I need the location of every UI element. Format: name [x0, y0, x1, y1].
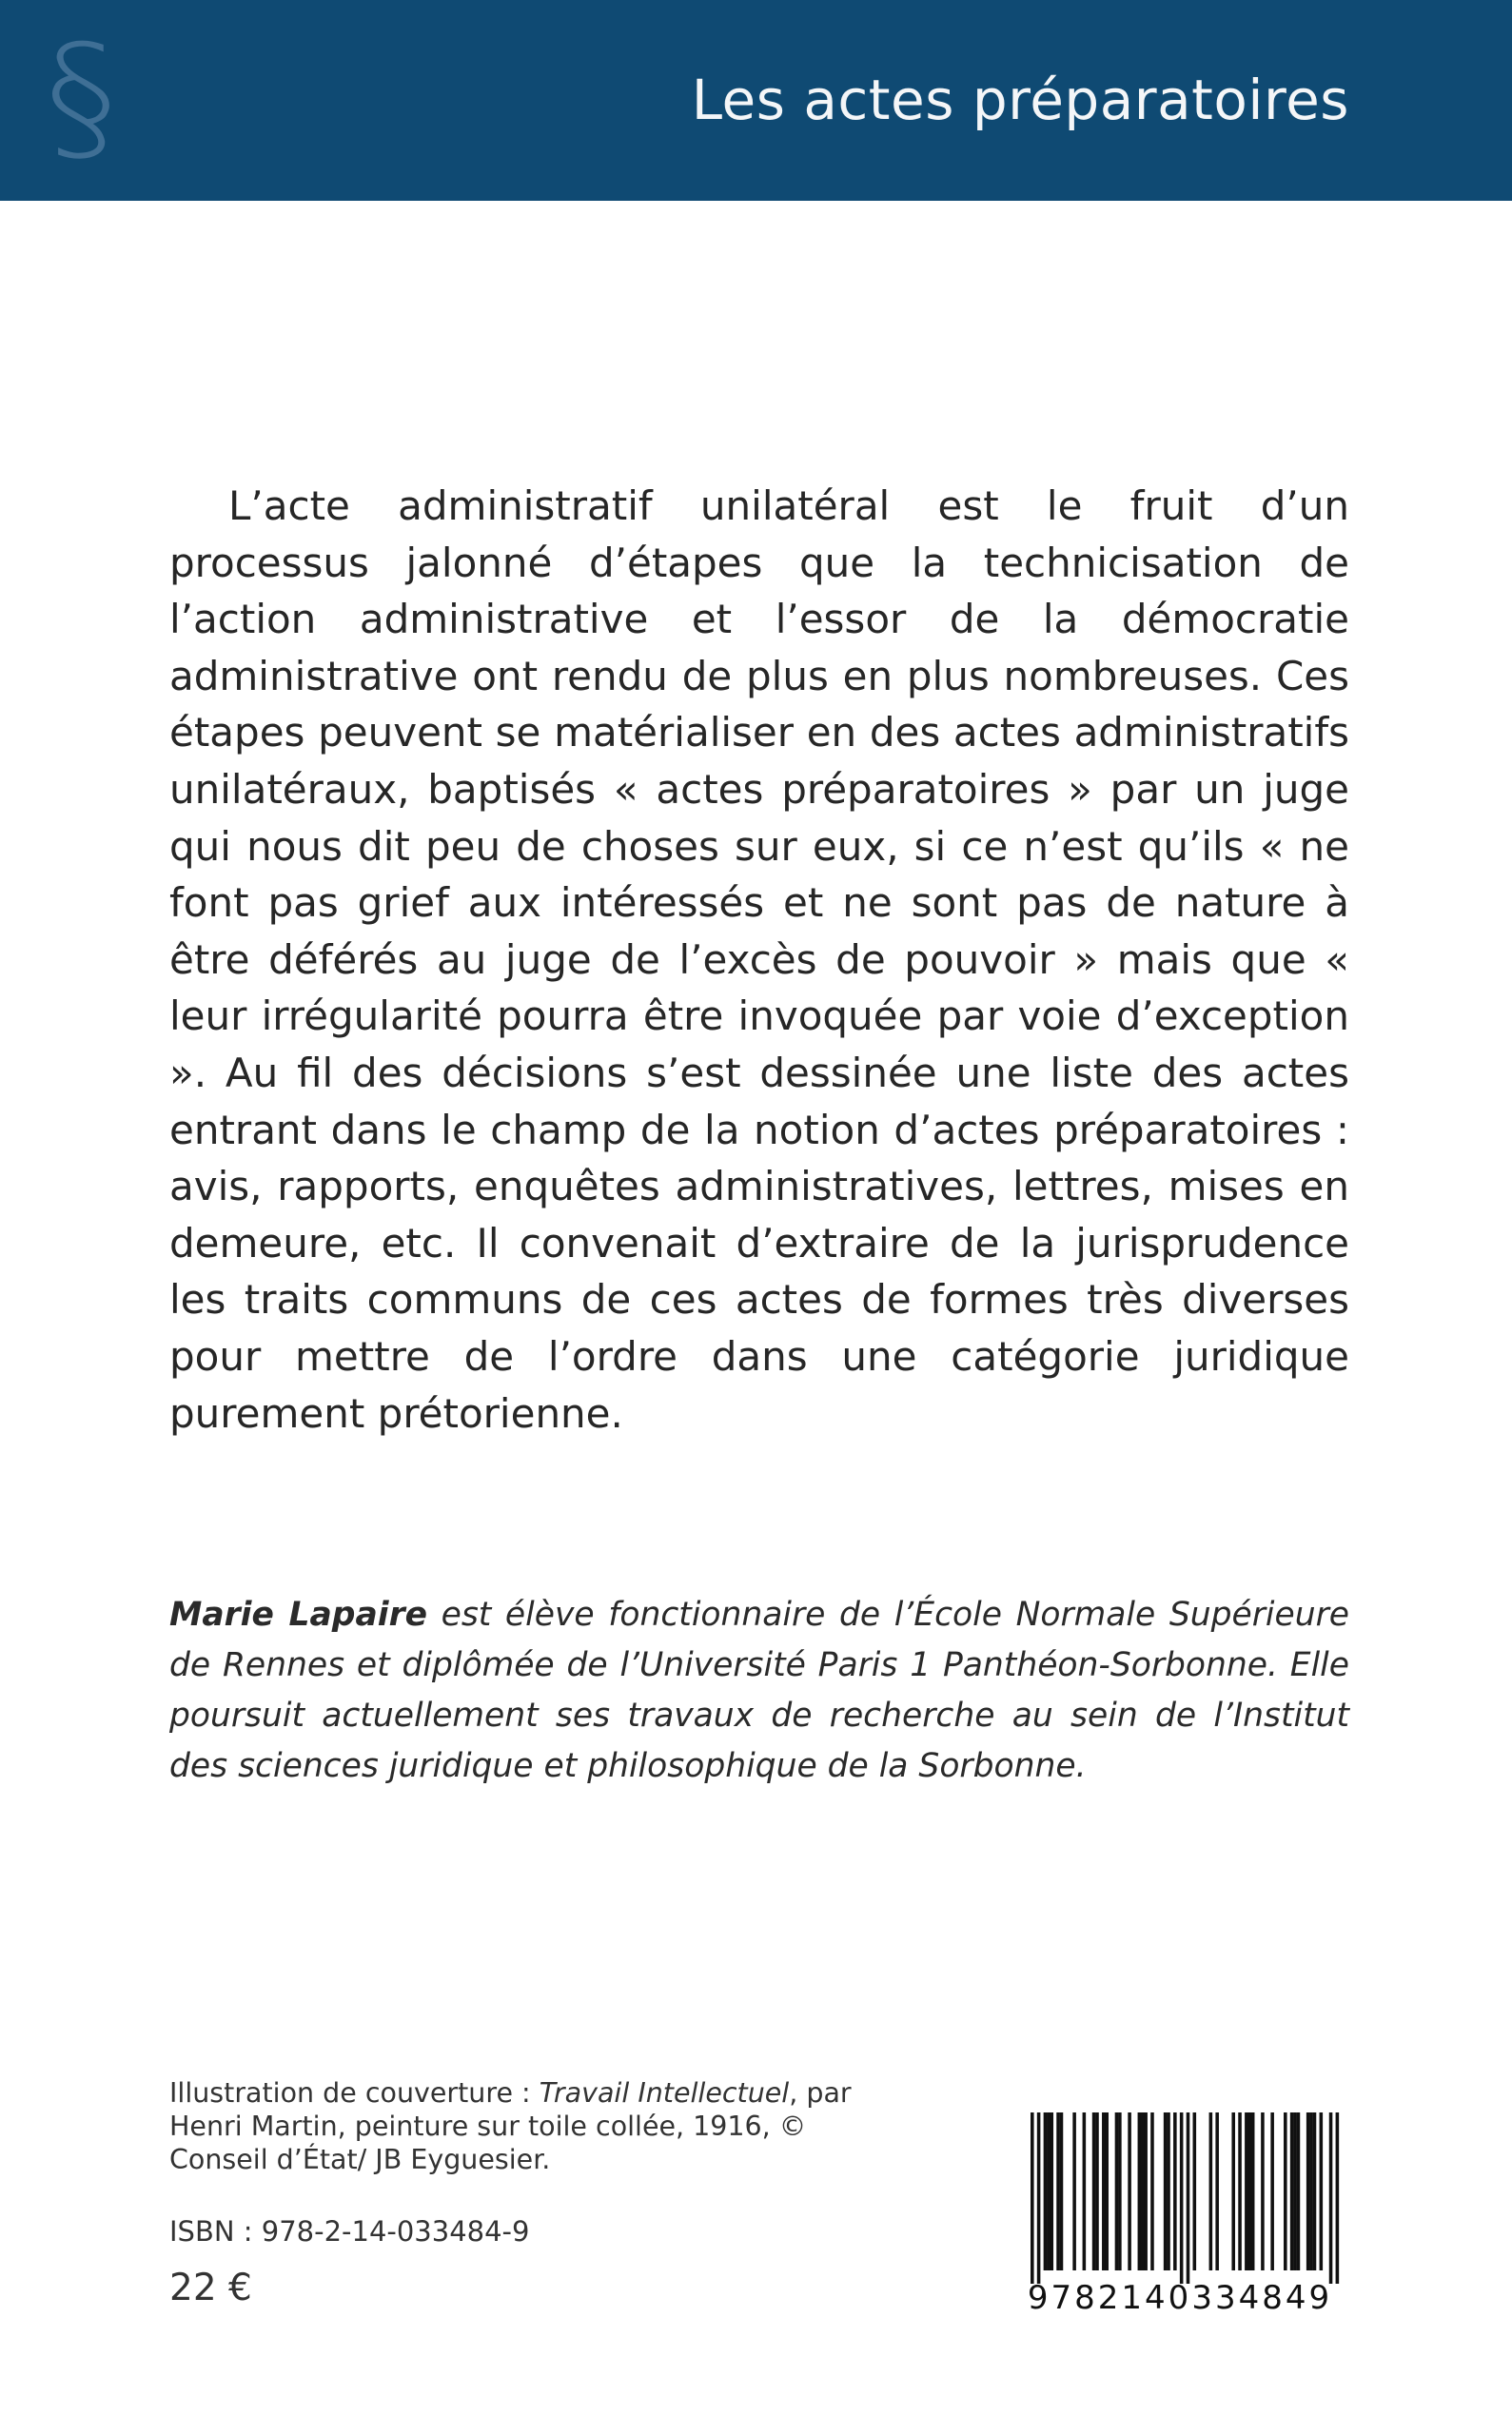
barcode-bar	[1138, 2112, 1142, 2270]
barcode-bar	[1102, 2112, 1106, 2270]
barcode-bar	[1187, 2112, 1190, 2284]
barcode-bar	[1306, 2112, 1310, 2270]
isbn: ISBN : 978-2-14-033484-9	[169, 2215, 530, 2248]
barcode-bar	[1118, 2112, 1122, 2270]
series-title: Les actes préparatoires	[691, 68, 1349, 132]
barcode-bar	[1193, 2112, 1197, 2270]
barcode-bar	[1047, 2112, 1051, 2270]
barcode-bar	[1248, 2112, 1252, 2270]
barcode	[1017, 2112, 1343, 2315]
barcode-bar	[1044, 2112, 1048, 2270]
barcode-bar	[1293, 2112, 1297, 2270]
barcode-bar	[1215, 2112, 1219, 2270]
barcode-bar	[1238, 2112, 1242, 2270]
barcode-bar	[1209, 2112, 1213, 2270]
barcode-bar	[1180, 2112, 1184, 2284]
barcode-bar	[1150, 2112, 1154, 2270]
barcode-bar	[1095, 2112, 1099, 2270]
author-bio-text: est élève fonctionnaire de l’École Normale Supérieure de Rennes et diplômée de l’Université Paris 1 Panthéon-Sorbonne. Elle poursuit actuellement ses travaux de recherche au sein de l’Institut des sciences juridique et philosophique de la Sorbonne.	[169, 1596, 1349, 1785]
barcode-bar	[1031, 2112, 1034, 2284]
price: 22 €	[169, 2267, 252, 2309]
section-symbol-icon: §	[46, 15, 117, 181]
barcode-bar	[1167, 2112, 1170, 2270]
barcode-bar	[1037, 2112, 1041, 2284]
barcode-bar	[1231, 2112, 1235, 2270]
credits-prefix: Illustration de couverture :	[169, 2077, 540, 2109]
barcode-bar	[1144, 2112, 1148, 2270]
barcode-bar	[1115, 2112, 1119, 2270]
barcode-bar	[1251, 2112, 1255, 2270]
barcode-bar	[1245, 2112, 1248, 2270]
barcode-bar	[1297, 2112, 1301, 2270]
barcode-bar	[1261, 2112, 1265, 2270]
barcode-bar	[1284, 2112, 1287, 2270]
barcode-bar	[1056, 2112, 1060, 2270]
barcode-bar	[1329, 2112, 1333, 2284]
barcode-bar	[1050, 2112, 1053, 2270]
illustration-credits	[169, 2076, 874, 2176]
barcode-bar	[1105, 2112, 1109, 2270]
author-bio	[169, 1590, 1349, 1792]
barcode-bar	[1336, 2112, 1340, 2284]
credits-work-title: Travail Intellectuel	[539, 2077, 790, 2109]
author-name: Marie Lapaire	[169, 1596, 427, 1634]
barcode-bar	[1128, 2112, 1131, 2270]
credits-suffix: , par Henri Martin, peinture sur toile collée, 1916, © Conseil d’État/ JB Eyguesier.	[169, 2077, 852, 2175]
barcode-bar	[1290, 2112, 1294, 2270]
barcode-bar	[1092, 2112, 1096, 2270]
barcode-bars	[1017, 2112, 1343, 2284]
barcode-bar	[1313, 2112, 1317, 2270]
barcode-bar	[1141, 2112, 1145, 2270]
barcode-bar	[1060, 2112, 1064, 2270]
header-band	[0, 0, 1512, 201]
barcode-bar	[1173, 2112, 1177, 2270]
back-cover-blurb: L’acte administratif unilatéral est le fruit d’un processus jalonné d’étapes que la technicisation de l’action administrative et l’essor de la démocratie administrative ont rendu de plus en plus nombreuses. Ces étapes peuvent se matérialiser en des actes administratifs unilatéraux, baptisés « actes préparatoires » par un juge qui nous dit peu de choses sur eux, si ce n’est qu’ils « ne font pas grief aux intéressés et ne sont pas de nature à être déférés au juge de l’excès de pouvoir » mais que « leur irrégularité pourra être invoquée par voie d’exception ». Au fil des décisions s’est dessinée une liste des actes entrant dans le champ de la notion d’actes préparatoires : avis, rapports, enquêtes administratives, lettres, mises en demeure, etc. Il convenait d’extraire de la jurisprudence les traits communs de ces actes de formes très diverses pour mettre de l’ordre dans une catégorie juridique purement prétorienne.	[169, 482, 1349, 1437]
barcode-bar	[1083, 2112, 1087, 2270]
barcode-bar	[1072, 2112, 1076, 2270]
barcode-bar	[1320, 2112, 1324, 2270]
barcode-bar	[1270, 2112, 1274, 2270]
barcode-digits: 9782140334849	[1027, 2279, 1333, 2317]
barcode-bar	[1164, 2112, 1168, 2270]
barcode-bar	[1309, 2112, 1313, 2270]
